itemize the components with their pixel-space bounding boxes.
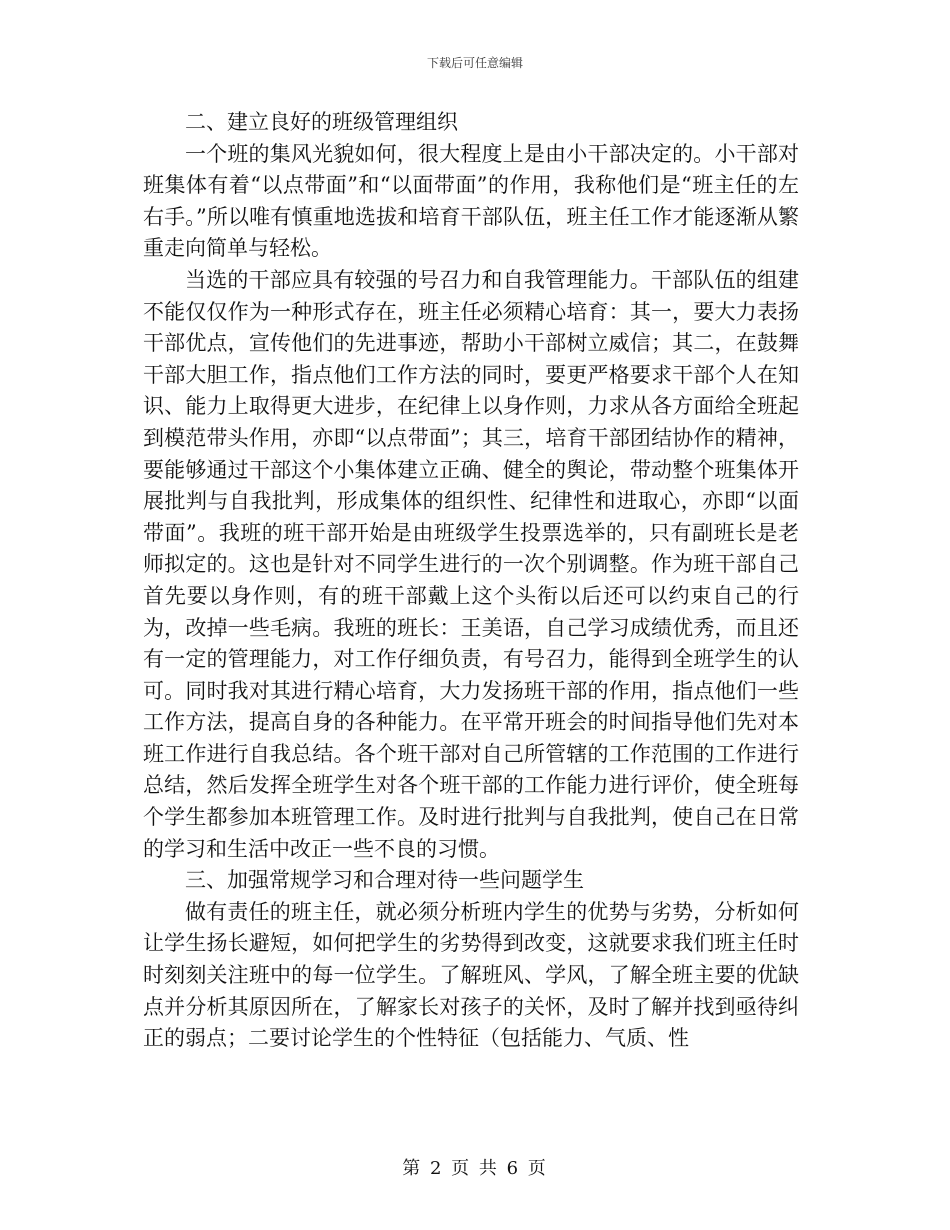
page-header: 下载后可任意编辑	[426, 56, 523, 70]
paragraph-3: 做有责任的班主任，就必须分析班内学生的优势与劣势，分析如何让学生扬长避短，如何把学生的劣势得到改变，这就要求我们班主任时时刻刻关注班中的每一位学生。了解班风、学风，了解全班主要的优缺点并分析其原因所在，了解家长对孩子的关怀，及时了解并找到亟待纠正的弱点；二要讨论学生的个性特征（包括能力、气质、性	[143, 899, 799, 1051]
paragraph-2: 当选的干部应具有较强的号召力和自我管理能力。干部队伍的组建不能仅仅作为一种形式存在，班主任必须精心培育：其一，要大力表扬干部优点，宣传他们的先进事迹，帮助小干部树立威信；其二，在鼓舞干部大胆工作，指点他们工作方法的同时，要更严格要求干部个人在知识、能力上取得更大进步，在纪律上以身作则，力求从各方面给全班起到模范带头作用，亦即“以点带面”；其三，培育干部团结协作的精神，要能够通过干部这个小集体建立正确、健全的舆论，带动整个班集体开展批判与自我批判，形成集体的组织性、纪律性和进取心，亦即“以面带面”。我班的班干部开始是由班级学生投票选举的，只有副班长是老师拟定的。这也是针对不同学生进行的一次个别调整。作为班干部自己首先要以身作则，有的班干部戴上这个头衔以后还可以约束自己的行为，改掉一些毛病。我班的班长：王美语，自己学习成绩优秀，而且还有一定的管理能力，对工作仔细负责，有号召力，能得到全班学生的认可。同时我对其进行精心培育，大力发扬班干部的作用，指点他们一些工作方法，提高自身的各种能力。在平常开班会的时间指导他们先对本班工作进行自我总结。各个班干部对自己所管辖的工作范围的工作进行总结，然后发挥全班学生对各个班干部的工作能力进行评价，使全班每个学生都参加本班管理工作。及时进行批判与自我批判，使自己在日常的学习和生活中改正一些不良的习惯。	[143, 267, 799, 861]
paragraph-1: 一个班的集风光貌如何，很大程度上是由小干部决定的。小干部对班集体有着“以点带面”和“以面带面”的作用，我称他们是“班主任的左右手。”所以唯有慎重地选拔和培育干部队伍，班主任工作才能逐渐从繁重走向简单与轻松。	[143, 141, 799, 261]
section-heading-3: 三、加强常规学习和合理对待一些问题学生	[185, 868, 584, 893]
document-body	[143, 107, 799, 1055]
section-heading-2: 二、建立良好的班级管理组织	[185, 110, 458, 134]
page-footer: 第 2 页 共 6 页	[402, 1158, 548, 1179]
